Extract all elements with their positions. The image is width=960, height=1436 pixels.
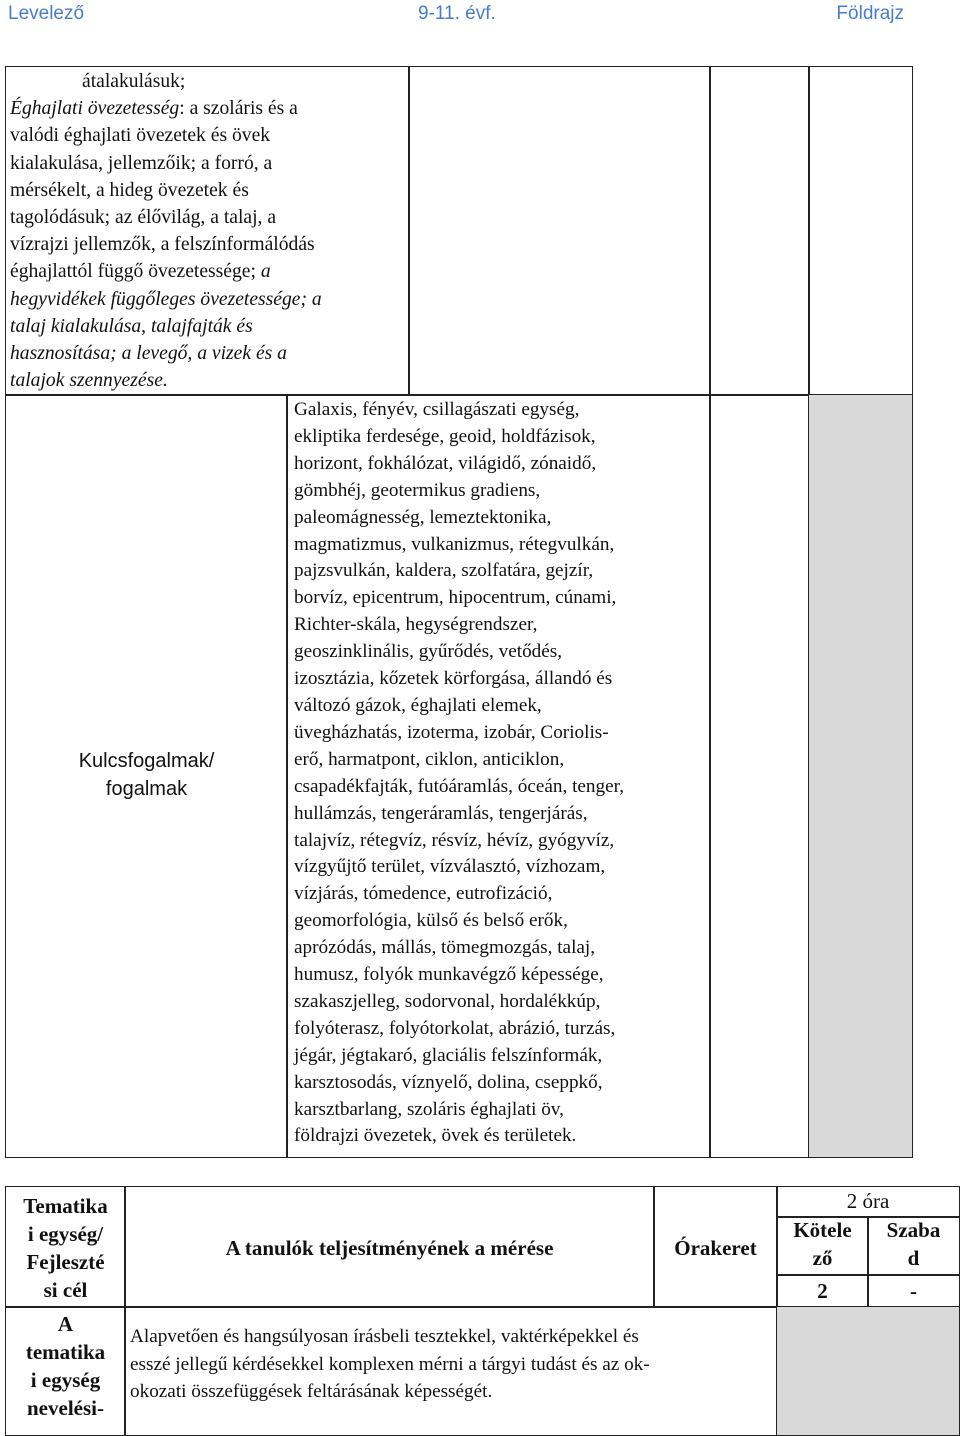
body-line: Alapvetően és hangsúlyosan írásbeli tesztekkel, vaktérképekkel és (130, 1326, 639, 1347)
header-center: 9-11. évf. (418, 3, 496, 24)
term-line: változó gázok, éghajlati elemek, (294, 694, 542, 716)
kulcsfogalmak-label (5, 747, 288, 803)
content-text (10, 68, 405, 394)
terms-list (294, 397, 706, 1150)
term-line: szakaszjelleg, sodorvonal, hordalékkúp, (294, 990, 601, 1012)
term-line: erő, harmatpont, ciklon, anticiklon, (294, 748, 565, 770)
term-line: paleomágnesség, lemeztektonika, (294, 506, 552, 528)
body-text (130, 1323, 770, 1406)
term-line: humusz, folyók munkavégző képessége, (294, 964, 604, 986)
term-line: gömbhéj, geotermikus gradiens, (294, 479, 541, 501)
col1-line: tematika (25, 1340, 106, 1364)
hours-value: 2 óra (846, 1189, 890, 1213)
label-line: fogalmak (105, 778, 188, 800)
header-right: Földrajz (836, 3, 904, 24)
content-line: éghajlattól függő övezetessége; a (10, 261, 271, 283)
col1-body-text (5, 1310, 126, 1422)
empty-cell-3 (808, 66, 913, 396)
content-line: átalakulásuk; (82, 71, 186, 92)
term-line: Richter-skála, hegységrendszer, (294, 614, 538, 636)
szabad-label (867, 1216, 960, 1272)
col1-line: i egység/ (27, 1222, 104, 1246)
term-line: magmatizmus, vulkanizmus, rétegvulkán, (294, 533, 615, 555)
term-line: földrajzi övezetek, övek és területek. (294, 1125, 577, 1147)
term-line: vízgyűjtő terület, vízválasztó, vízhozam, (294, 856, 606, 878)
col1-line: Fejleszté (26, 1250, 105, 1274)
empty-cell-1 (408, 66, 711, 396)
term-line: karsztosodás, víznyelő, dolina, cseppkő, (294, 1071, 603, 1093)
content-line: hegyvidékek függőleges övezetessége; a (10, 288, 322, 310)
label-line: Kulcsfogalmak/ (78, 750, 215, 772)
term-line: ekliptika ferdesége, geoid, holdfázisok, (294, 425, 596, 447)
content-line: hasznosítása; a levegő, a vizek és a (10, 343, 287, 365)
content-line: valódi éghajlati övezetek és övek (10, 125, 271, 147)
term-line: Galaxis, fényév, csillagászati egység, (294, 399, 580, 420)
empty-cell-2 (709, 66, 810, 396)
col1-line: si cél (43, 1278, 88, 1302)
szabad-value: - (910, 1279, 917, 1303)
col1-line: Tematika (23, 1194, 108, 1218)
term-line: geoszinklinális, gyűrődés, vetődés, (294, 641, 563, 663)
header-left: Levelező (8, 3, 85, 24)
col1-line: A (57, 1312, 74, 1336)
term-line: geomorfológia, külső és belső erők, (294, 910, 568, 932)
term-line: izosztázia, kőzetek körforgása, állandó és (294, 668, 613, 690)
content-line: mérsékelt, a hideg övezetek és (10, 179, 249, 201)
term-line: hullámzás, tengeráramlás, tengerjárás, (294, 802, 588, 824)
content-line: talajok szennyezése. (10, 370, 168, 392)
term-line: üvegházhatás, izoterma, izobár, Coriolis- (294, 721, 609, 743)
term-line: talajvíz, rétegvíz, résvíz, hévíz, gyógyvíz, (294, 829, 615, 851)
section-title: A tanulók teljesítményének a mérése (225, 1236, 554, 1260)
szabad-line: Szaba (886, 1218, 941, 1242)
term-line: csapadékfajták, futóáramlás, óceán, tenger, (294, 775, 625, 797)
shaded-cell (808, 394, 913, 1158)
orakeret-label: Órakeret (674, 1236, 757, 1260)
col1-line: nevelési- (27, 1396, 104, 1420)
szabad-line: d (907, 1246, 920, 1270)
page-header (0, 0, 960, 28)
term-line: horizont, fokhálózat, világidő, zónaidő, (294, 452, 597, 474)
term-line: folyóterasz, folyótorkolat, abrázió, turzás, (294, 1017, 616, 1039)
term-line: aprózódás, mállás, tömegmozgás, talaj, (294, 937, 596, 959)
kotelezo-line: ző (812, 1246, 833, 1270)
term-line: pajzsvulkán, kaldera, szolfatára, gejzír, (294, 560, 594, 582)
term-line: vízjárás, tómedence, eutrofizáció, (294, 883, 553, 905)
content-line: kialakulása, jellemzőik; a forró, a (10, 152, 273, 174)
content-line: vízrajzi jellemzők, a felszínformálódás (10, 234, 315, 256)
col1-line: i egység (30, 1368, 101, 1392)
term-line: borvíz, epicentrum, hipocentrum, cúnami, (294, 587, 617, 609)
empty-cell-4 (709, 394, 810, 1158)
body-line: okozati összefüggések feltárásának képességét. (130, 1381, 493, 1402)
kotelezo-line: Kötele (793, 1218, 852, 1242)
term-line: jégár, jégtakaró, glaciális felszínformák, (294, 1044, 603, 1066)
content-line: tagolódásuk; az élővilág, a talaj, a (10, 207, 277, 229)
body-line: esszé jellegű kérdésekkel komplexen mérni a tárgyi tudást és az ok- (130, 1353, 650, 1375)
col1-header-text (5, 1192, 126, 1304)
kotelezo-label (776, 1216, 869, 1272)
content-line: talaj kialakulása, talajfajták és (10, 315, 253, 337)
kotelezo-value: 2 (817, 1279, 828, 1303)
content-line: Éghajlati övezetesség: a szoláris és a (10, 98, 298, 120)
term-line: karsztbarlang, szoláris éghajlati öv, (294, 1098, 564, 1120)
body-shaded-cell (776, 1306, 960, 1436)
